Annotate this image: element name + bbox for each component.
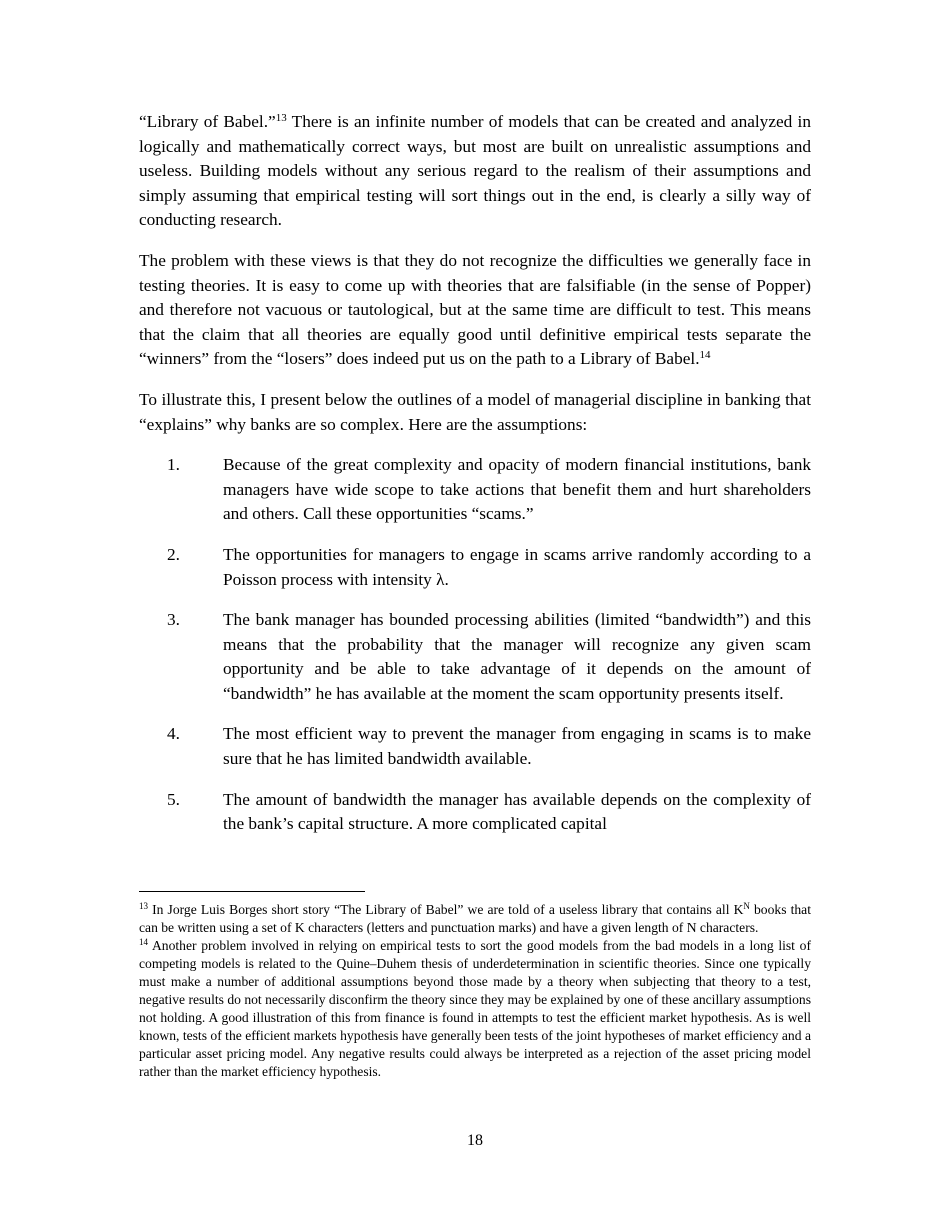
list-item-number: 2. [167, 544, 180, 564]
page-number: 18 [467, 1132, 483, 1149]
list-item-text: The most efficient way to prevent the manager from engaging in scams is to make sure that he has limited bandwidth available. [223, 724, 811, 769]
paragraph-text: “Library of Babel.” [139, 112, 276, 131]
footnote-separator [139, 891, 365, 892]
footnote-mark: 13 [139, 901, 148, 911]
footnote-ref-14[interactable]: 14 [699, 349, 711, 362]
paragraph-illustration: To illustrate this, I present below the outlines of a model of managerial discipline in banking that “explains” why banks are so complex. Here are the assumptions: [139, 389, 811, 434]
list-item-text: The opportunities for managers to engage in scams arrive randomly according to a Poisson process with intensity λ. [223, 544, 811, 589]
list-item-number: 1. [167, 455, 180, 475]
paragraph-text: There is an infinite number of models that can be created and analyzed in logically and mathematically correct ways, but most are built on unrealistic assumptions and useless. Building models without any serious regard to the realism of their assumptions and simply assuming that empirical testing will sort things out in the end, is clearly a silly way of conducting research. [139, 112, 811, 230]
footnote-13 [139, 901, 811, 937]
footnote-ref-13[interactable]: 13 [275, 112, 287, 124]
list-item [139, 608, 811, 706]
paragraph-library-of-babel [139, 110, 811, 233]
page-body [139, 110, 811, 853]
list-item [139, 543, 811, 592]
footnote-text: In Jorge Luis Borges short story “The Library of Babel” we are told of a useless library that contains all K [148, 902, 744, 917]
footnote-14 [139, 937, 811, 1081]
list-item-text: The bank manager has bounded processing abilities (limited “bandwidth”) and this means that the probability that the manager will recognize any given scam opportunity and be able to take advantage of it depends on the amount of “bandwidth” he has available at the moment the scam opportunity presents itself. [223, 610, 811, 703]
list-item [139, 453, 811, 527]
list-item [139, 788, 811, 837]
footnotes [139, 901, 811, 1081]
footnote-superscript: N [743, 901, 750, 911]
assumptions-list [139, 453, 811, 837]
list-item-number: 5. [167, 789, 180, 809]
paragraph-text: The problem with these views is that they do not recognize the difficulties we generally face in testing theories. It is easy to come up with theories that are falsifiable (in the sense of Popper) and therefore not vacuous or tautological, but at the same time are difficult to test. This means that the claim that all theories are equally good until definitive empirical tests separate the “winners” from the “losers” does indeed put us on the path to a Library of Babel. [139, 250, 811, 369]
footnote-text: books that can be written using a set of K characters (letters and punctuation marks) and have a given length of N characters. [139, 902, 811, 935]
list-item-text: The amount of bandwidth the manager has available depends on the complexity of the bank’s capital structure. A more complicated capital [223, 789, 811, 834]
list-item-number: 3. [167, 610, 180, 630]
footnote-text: Another problem involved in relying on empirical tests to sort the good models from the bad models in a long list of competing models is related to the Quine–Duhem thesis of underdetermination in scientific theories. Since one typically must make a number of additional assumptions beyond those made by a theory when subjecting that theory to a test, negative results do not necessarily disconfirm the theory since they may be explained by one of these ancillary assumptions not holding. A good illustration of this from finance is found in attempts to test the efficient market hypothesis. As is well known, tests of the efficient markets hypothesis have generally been tests of the joint hypotheses of market efficiency and a particular asset pricing model. Any negative results could always be interpreted as a rejection of the asset pricing model rather than the market efficiency hypothesis. [139, 938, 811, 1079]
paragraph-testing-theories [139, 249, 811, 372]
list-item-text: Because of the great complexity and opacity of modern financial institutions, bank managers have wide scope to take actions that benefit them and hurt shareholders and others. Call these opportunities “scams.” [223, 455, 811, 524]
footnote-mark: 14 [139, 937, 148, 947]
list-item-number: 4. [167, 724, 180, 744]
list-item [139, 722, 811, 771]
